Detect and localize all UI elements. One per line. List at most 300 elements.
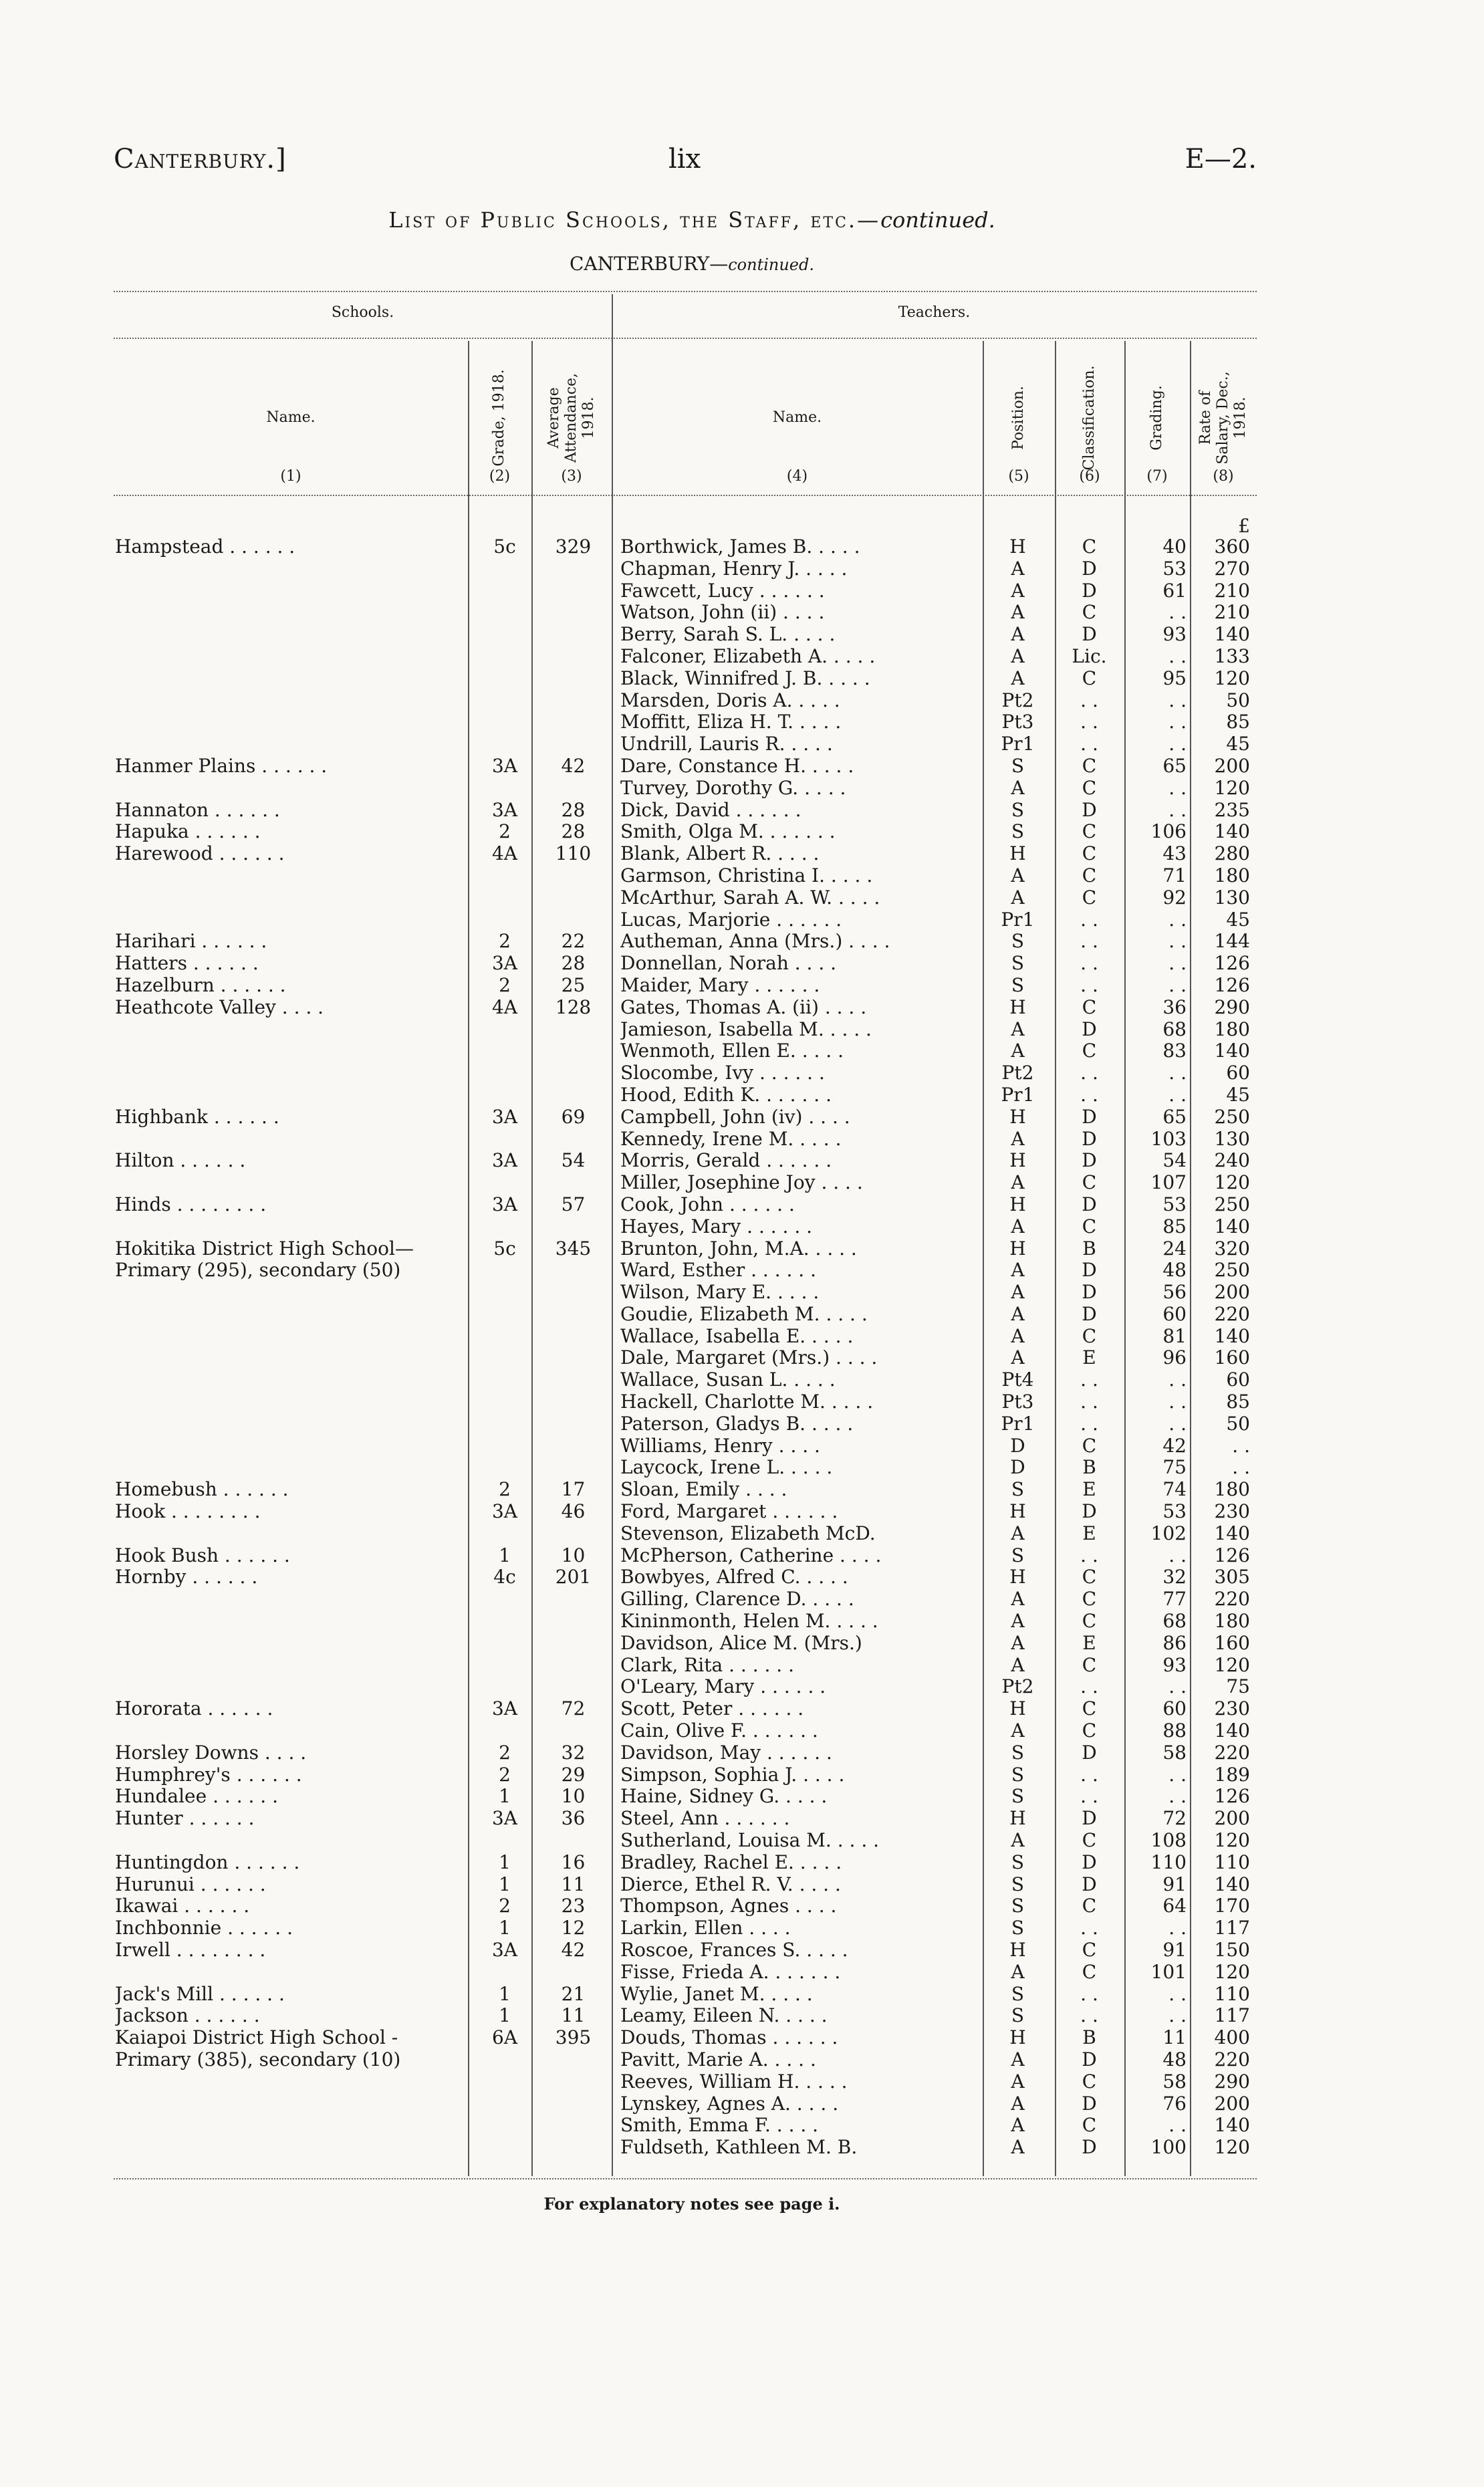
- attendance-cell: 28: [561, 952, 586, 975]
- attendance-header: Average Attendance, 1918.: [545, 372, 597, 463]
- table-row: [0, 887, 1384, 909]
- salary-cell: 117: [1214, 2004, 1250, 2027]
- salary-cell: 45: [1226, 733, 1250, 755]
- table-row: [0, 909, 1384, 931]
- teacher-name-cell: Berry, Sarah S. L. . . . .: [620, 624, 836, 646]
- teacher-name-cell: Dierce, Ethel R. V. . . . .: [620, 1873, 841, 1895]
- table-row: [0, 755, 1384, 778]
- grading-cell: 40: [1162, 536, 1187, 558]
- grading-cell: 43: [1162, 842, 1187, 865]
- grading-cell: 53: [1162, 1500, 1187, 1523]
- salary-cell: 140: [1214, 1215, 1250, 1237]
- salary-cell: 120: [1214, 2136, 1250, 2159]
- position-cell: A: [1011, 776, 1025, 799]
- teacher-name-cell: Undrill, Lauris R. . . . .: [620, 733, 833, 755]
- position-cell: H: [1009, 2026, 1026, 2049]
- school-name-cell: Primary (295), secondary (50): [115, 1260, 401, 1282]
- table-row: [0, 931, 1384, 953]
- school-name-cell: Heathcote Valley . . . .: [115, 996, 324, 1018]
- salary-cell: 240: [1214, 1149, 1250, 1172]
- table-row: [0, 1720, 1384, 1742]
- grade-cell: 3A: [491, 1697, 518, 1720]
- grading-cell: 76: [1162, 2092, 1187, 2115]
- table-row: [0, 1435, 1384, 1457]
- salary-cell: 45: [1226, 908, 1250, 931]
- table-row: [0, 2093, 1384, 2115]
- salary-cell: 140: [1214, 1040, 1250, 1062]
- teacher-name-cell: Gates, Thomas A. (ii) . . . .: [620, 996, 867, 1018]
- school-name-cell: Homebush . . . . . .: [115, 1479, 289, 1501]
- classification-cell: . .: [1080, 1544, 1098, 1566]
- teacher-name-cell: Larkin, Ellen . . . .: [620, 1917, 791, 1939]
- grading-cell: . .: [1168, 689, 1187, 711]
- colnum-6: (6): [1079, 468, 1100, 485]
- classification-cell: . .: [1080, 1982, 1098, 2005]
- attendance-cell: 128: [555, 995, 592, 1018]
- teacher-name-cell: Garmson, Christina I. . . . .: [620, 864, 873, 886]
- grading-cell: 101: [1150, 1960, 1187, 1983]
- position-cell: A: [1011, 601, 1025, 624]
- classification-cell: . .: [1080, 1062, 1098, 1084]
- salary-cell: 120: [1214, 776, 1250, 799]
- position-cell: H: [1009, 1566, 1026, 1588]
- staff-table-body: [0, 536, 1384, 2159]
- salary-cell: 230: [1214, 1697, 1250, 1720]
- grading-cell: 42: [1162, 1434, 1187, 1457]
- position-cell: S: [1011, 798, 1025, 821]
- grading-cell: 106: [1150, 820, 1187, 843]
- grading-cell: . .: [1168, 711, 1187, 733]
- table-row: [0, 1676, 1384, 1698]
- salary-cell: 120: [1214, 1829, 1250, 1852]
- teacher-name-cell: Thompson, Agnes . . . .: [620, 1895, 837, 1917]
- table-row: [0, 1588, 1384, 1611]
- school-name-cell: Hannaton . . . . . .: [115, 799, 280, 821]
- teacher-name-cell: Steel, Ann . . . . . .: [620, 1808, 790, 1830]
- classification-cell: . .: [1080, 1675, 1098, 1698]
- classification-cell: C: [1082, 1939, 1097, 1961]
- teacher-name-cell: Dare, Constance H. . . . .: [620, 755, 854, 777]
- position-cell: H: [1009, 1193, 1026, 1215]
- teacher-name-cell: Slocombe, Ivy . . . . . .: [620, 1062, 825, 1084]
- teacher-name-cell: Scott, Peter . . . . . .: [620, 1698, 804, 1720]
- teacher-name-cell: Stevenson, Elizabeth McD.: [620, 1522, 876, 1544]
- classification-cell: C: [1082, 1720, 1097, 1742]
- classification-cell: D: [1082, 557, 1097, 580]
- table-row: [0, 1457, 1384, 1479]
- school-name-cell: Hilton . . . . . .: [115, 1150, 246, 1172]
- grading-cell: 108: [1150, 1829, 1187, 1852]
- table-row: [0, 1347, 1384, 1369]
- teacher-name-cell: Smith, Emma F. . . . .: [620, 2115, 819, 2137]
- salary-cell: 200: [1214, 754, 1250, 777]
- position-cell: Pt3: [1001, 1391, 1034, 1413]
- classification-cell: E: [1082, 1522, 1096, 1544]
- classification-cell: C: [1082, 1434, 1097, 1457]
- grading-cell: 53: [1162, 1193, 1187, 1215]
- salary-cell: 400: [1214, 2026, 1250, 2049]
- grade-cell: 4A: [491, 842, 518, 865]
- salary-cell: 160: [1214, 1631, 1250, 1654]
- salary-cell: 290: [1214, 995, 1250, 1018]
- table-row: [0, 1874, 1384, 1896]
- salary-cell: 120: [1214, 1960, 1250, 1983]
- attendance-cell: 57: [561, 1193, 586, 1215]
- salary-cell: 60: [1226, 1062, 1250, 1084]
- grading-cell: 61: [1162, 579, 1187, 602]
- colnum-2: (2): [489, 468, 511, 485]
- salary-cell: 126: [1214, 973, 1250, 996]
- salary-cell: 360: [1214, 536, 1250, 558]
- table-row: [0, 1566, 1384, 1588]
- grading-cell: 77: [1162, 1588, 1187, 1611]
- teacher-name-header: Name.: [772, 409, 822, 426]
- grade-cell: 2: [499, 973, 511, 996]
- salary-cell: 160: [1214, 1346, 1250, 1369]
- teacher-name-cell: Douds, Thomas . . . . . .: [620, 2027, 838, 2049]
- grading-cell: . .: [1168, 1544, 1187, 1566]
- position-cell: S: [1011, 1478, 1025, 1501]
- school-name-cell: Jack's Mill . . . . . .: [115, 1983, 285, 2005]
- grading-cell: 95: [1162, 667, 1187, 689]
- classification-cell: C: [1082, 1895, 1097, 1917]
- classification-cell: . .: [1080, 1917, 1098, 1939]
- salary-cell: 220: [1214, 1302, 1250, 1325]
- grade-cell: 1: [499, 2004, 511, 2027]
- grading-cell: 68: [1162, 1610, 1187, 1633]
- teacher-name-cell: Davidson, May . . . . . .: [620, 1742, 832, 1764]
- position-cell: Pr1: [1001, 908, 1035, 931]
- classification-cell: . .: [1080, 908, 1098, 931]
- grading-cell: . .: [1168, 644, 1187, 667]
- classification-cell: C: [1082, 1829, 1097, 1852]
- position-cell: A: [1011, 864, 1025, 886]
- school-name-header: Name.: [266, 409, 316, 426]
- teacher-name-cell: Simpson, Sophia J. . . . .: [620, 1764, 845, 1786]
- table-row: [0, 646, 1384, 668]
- grading-cell: . .: [1168, 908, 1187, 931]
- school-name-cell: Horsley Downs . . . .: [115, 1742, 307, 1764]
- grading-cell: 102: [1150, 1522, 1187, 1544]
- grading-cell: . .: [1168, 1785, 1187, 1808]
- teacher-name-cell: Campbell, John (iv) . . . .: [620, 1106, 850, 1128]
- teacher-name-cell: Hackell, Charlotte M. . . . .: [620, 1391, 874, 1413]
- attendance-cell: 345: [555, 1237, 592, 1260]
- table-row: [0, 1304, 1384, 1326]
- colnum-5: (5): [1008, 468, 1029, 485]
- salary-cell: 110: [1214, 1851, 1250, 1873]
- salary-cell: 140: [1214, 1720, 1250, 1742]
- position-cell: A: [1011, 1720, 1025, 1742]
- teacher-name-cell: Clark, Rita . . . . . .: [620, 1654, 795, 1676]
- school-name-cell: Irwell . . . . . . . .: [115, 1939, 266, 1961]
- grading-cell: 85: [1162, 1215, 1187, 1237]
- grading-cell: 88: [1162, 1720, 1187, 1742]
- teacher-name-cell: Fuldseth, Kathleen M. B.: [620, 2137, 858, 2159]
- grade-cell: 2: [499, 930, 511, 953]
- table-row: [0, 778, 1384, 800]
- school-name-cell: Hampstead . . . . . .: [115, 536, 295, 558]
- position-cell: A: [1011, 2048, 1025, 2070]
- school-name-cell: Primary (385), secondary (10): [115, 2048, 401, 2070]
- attendance-cell: 72: [561, 1697, 586, 1720]
- grading-cell: 65: [1162, 754, 1187, 777]
- position-cell: A: [1011, 2114, 1025, 2137]
- table-row: [0, 1830, 1384, 1852]
- salary-cell: 180: [1214, 1018, 1250, 1040]
- table-row: [0, 1040, 1384, 1062]
- classification-cell: B: [1082, 1237, 1096, 1260]
- teacher-name-cell: McArthur, Sarah A. W. . . . .: [620, 886, 880, 909]
- teacher-name-cell: Wylie, Janet M. . . . .: [620, 1983, 813, 2005]
- grading-cell: . .: [1168, 1982, 1187, 2005]
- table-row: [0, 1260, 1384, 1282]
- classification-cell: D: [1082, 1127, 1097, 1150]
- teacher-name-cell: Dick, David . . . . . .: [620, 799, 801, 821]
- classification-cell: . .: [1080, 1412, 1098, 1435]
- classification-cell: C: [1082, 1610, 1097, 1633]
- table-top-rule: [114, 291, 1257, 292]
- school-name-cell: Huntingdon . . . . . .: [115, 1851, 300, 1873]
- table-row: [0, 2137, 1384, 2159]
- teacher-name-cell: Turvey, Dorothy G. . . . .: [620, 777, 846, 799]
- classification-cell: D: [1082, 623, 1097, 646]
- position-cell: A: [1011, 1040, 1025, 1062]
- grading-cell: 56: [1162, 1281, 1187, 1304]
- grading-header: Grading.: [1148, 385, 1165, 451]
- classification-cell: D: [1082, 1741, 1097, 1764]
- classification-cell: C: [1082, 667, 1097, 689]
- school-name-cell: Hokitika District High School—: [115, 1237, 414, 1260]
- teacher-name-cell: Ward, Esther . . . . . .: [620, 1260, 817, 1282]
- teacher-name-cell: McPherson, Catherine . . . .: [620, 1544, 882, 1566]
- position-cell: S: [1011, 952, 1025, 975]
- table-row: [0, 843, 1384, 865]
- position-cell: S: [1011, 820, 1025, 843]
- classification-cell: . .: [1080, 1083, 1098, 1106]
- attendance-cell: 69: [561, 1105, 586, 1128]
- classification-cell: B: [1082, 1456, 1096, 1479]
- grading-cell: 60: [1162, 1302, 1187, 1325]
- grading-cell: 48: [1162, 1259, 1187, 1282]
- teacher-name-cell: Wallace, Isabella E. . . . .: [620, 1325, 854, 1347]
- grade-cell: 3A: [491, 1939, 518, 1961]
- teacher-name-cell: Maider, Mary . . . . . .: [620, 974, 820, 996]
- grade-cell: 1: [499, 1917, 511, 1939]
- classification-cell: D: [1082, 1807, 1097, 1830]
- table-row: [0, 1194, 1384, 1216]
- classification-cell: D: [1082, 798, 1097, 821]
- attendance-cell: 11: [561, 2004, 586, 2027]
- teacher-name-cell: Chapman, Henry J. . . . .: [620, 558, 848, 580]
- school-name-cell: Hapuka . . . . . .: [115, 821, 261, 843]
- salary-cell: 250: [1214, 1259, 1250, 1282]
- classification-cell: D: [1082, 1018, 1097, 1040]
- grade-cell: 3A: [491, 952, 518, 975]
- attendance-cell: 42: [561, 754, 586, 777]
- grading-cell: 93: [1162, 623, 1187, 646]
- classification-cell: . .: [1080, 930, 1098, 953]
- salary-cell: 290: [1214, 2070, 1250, 2093]
- grading-cell: 65: [1162, 1105, 1187, 1128]
- grading-cell: 86: [1162, 1631, 1187, 1654]
- grading-cell: . .: [1168, 601, 1187, 624]
- school-name-cell: Hororata . . . . . .: [115, 1698, 273, 1720]
- position-cell: S: [1011, 1785, 1025, 1808]
- classification-cell: C: [1082, 2070, 1097, 2093]
- salary-cell: 140: [1214, 2114, 1250, 2137]
- table-row: [0, 624, 1384, 646]
- grading-cell: 68: [1162, 1018, 1187, 1040]
- position-cell: A: [1011, 1171, 1025, 1194]
- salary-cell: 180: [1214, 1478, 1250, 1501]
- teacher-name-cell: O'Leary, Mary . . . . . .: [620, 1676, 826, 1698]
- currency-symbol: £: [1238, 515, 1250, 537]
- classification-cell: C: [1082, 1653, 1097, 1676]
- page-title: List of Public Schools, the Staff, etc.—continued.: [388, 207, 995, 233]
- grading-cell: 71: [1162, 864, 1187, 886]
- position-cell: Pt3: [1001, 711, 1034, 733]
- table-row: [0, 1413, 1384, 1435]
- school-name-cell: Ikawai . . . . . .: [115, 1895, 250, 1917]
- grading-cell: 58: [1162, 1741, 1187, 1764]
- teacher-name-cell: Cain, Olive F. . . . . . .: [620, 1720, 818, 1742]
- salary-cell: 75: [1226, 1675, 1250, 1698]
- grading-cell: . .: [1168, 798, 1187, 821]
- school-name-cell: Humphrey's . . . . . .: [115, 1764, 302, 1786]
- position-cell: S: [1011, 1851, 1025, 1873]
- table-row: [0, 580, 1384, 602]
- colnum-8: (8): [1213, 468, 1234, 485]
- school-name-cell: Hundalee . . . . . .: [115, 1786, 279, 1808]
- salary-cell: 50: [1226, 1412, 1250, 1435]
- teacher-name-cell: Falconer, Elizabeth A. . . . .: [620, 645, 876, 667]
- grading-cell: 91: [1162, 1939, 1187, 1961]
- position-cell: A: [1011, 1653, 1025, 1676]
- classification-cell: D: [1082, 1873, 1097, 1895]
- position-cell: H: [1009, 1149, 1026, 1172]
- teacher-name-cell: Williams, Henry . . . .: [620, 1435, 820, 1457]
- salary-cell: 235: [1214, 798, 1250, 821]
- salary-cell: 200: [1214, 1281, 1250, 1304]
- salary-cell: 250: [1214, 1105, 1250, 1128]
- grading-cell: 64: [1162, 1895, 1187, 1917]
- table-row: [0, 1962, 1384, 1984]
- teacher-name-cell: Marsden, Doris A. . . . .: [620, 689, 840, 711]
- grading-cell: . .: [1168, 973, 1187, 996]
- table-row: [0, 1633, 1384, 1655]
- teacher-name-cell: Pavitt, Marie A. . . . .: [620, 2048, 816, 2070]
- teacher-name-cell: Wenmoth, Ellen E. . . . .: [620, 1040, 844, 1062]
- classification-cell: C: [1082, 754, 1097, 777]
- table-row: [0, 536, 1384, 558]
- teacher-name-cell: Davidson, Alice M. (Mrs.): [620, 1632, 862, 1654]
- teacher-name-cell: Fisse, Frieda A. . . . . . .: [620, 1961, 841, 1983]
- table-row: [0, 975, 1384, 997]
- classification-cell: C: [1082, 601, 1097, 624]
- teacher-name-cell: Blank, Albert R. . . . .: [620, 843, 820, 865]
- teacher-name-cell: Lynskey, Agnes A. . . . .: [620, 2093, 839, 2115]
- table-row: [0, 1808, 1384, 1830]
- table-row: [0, 1939, 1384, 1962]
- attendance-cell: 28: [561, 820, 586, 843]
- school-name-cell: Kaiapoi District High School -: [115, 2027, 398, 2049]
- school-name-cell: Hook . . . . . . . .: [115, 1501, 261, 1523]
- salary-cell: 85: [1226, 1391, 1250, 1413]
- teacher-name-cell: Bowbyes, Alfred C. . . . .: [620, 1566, 848, 1588]
- position-cell: Pr1: [1001, 1412, 1035, 1435]
- position-cell: A: [1011, 1259, 1025, 1282]
- grade-cell: 1: [499, 1982, 511, 2005]
- table-row: [0, 2115, 1384, 2137]
- teacher-name-cell: Smith, Olga M. . . . . . .: [620, 821, 836, 843]
- attendance-cell: 23: [561, 1895, 586, 1917]
- table-row: [0, 1611, 1384, 1633]
- position-cell: S: [1011, 973, 1025, 996]
- grade-cell: 1: [499, 1544, 511, 1566]
- table-row: [0, 1216, 1384, 1238]
- grading-cell: 96: [1162, 1346, 1187, 1369]
- table-row: [0, 1764, 1384, 1786]
- school-name-cell: Inchbonnie . . . . . .: [115, 1917, 293, 1939]
- classification-cell: . .: [1080, 2004, 1098, 2027]
- classification-cell: . .: [1080, 711, 1098, 733]
- table-row: [0, 1062, 1384, 1084]
- salary-cell: 250: [1214, 1193, 1250, 1215]
- position-cell: Pt2: [1001, 689, 1034, 711]
- salary-cell: 130: [1214, 886, 1250, 909]
- position-cell: D: [1010, 1456, 1025, 1479]
- teacher-name-cell: Miller, Josephine Joy . . . .: [620, 1172, 863, 1194]
- teacher-name-cell: Wilson, Mary E. . . . .: [620, 1282, 820, 1304]
- table-row: [0, 690, 1384, 712]
- page-number: lix: [668, 144, 701, 174]
- salary-cell: 117: [1214, 1917, 1250, 1939]
- grading-cell: 36: [1162, 995, 1187, 1018]
- classification-cell: . .: [1080, 1763, 1098, 1786]
- table-row: [0, 953, 1384, 975]
- table-row: [0, 1523, 1384, 1545]
- grading-cell: . .: [1168, 1083, 1187, 1106]
- classification-cell: C: [1082, 1960, 1097, 1983]
- position-cell: A: [1011, 1127, 1025, 1150]
- position-cell: A: [1011, 1829, 1025, 1852]
- grading-cell: 60: [1162, 1697, 1187, 1720]
- salary-cell: 220: [1214, 2048, 1250, 2070]
- salary-cell: 220: [1214, 1741, 1250, 1764]
- teacher-name-cell: Sutherland, Louisa M. . . . .: [620, 1830, 880, 1852]
- grading-cell: 75: [1162, 1456, 1187, 1479]
- classification-cell: C: [1082, 1215, 1097, 1237]
- salary-cell: 126: [1214, 1544, 1250, 1566]
- table-row: [0, 1282, 1384, 1304]
- table-row: [0, 1852, 1384, 1874]
- position-cell: A: [1011, 2092, 1025, 2115]
- table-row: [0, 1917, 1384, 1939]
- school-name-cell: Hornby . . . . . .: [115, 1566, 258, 1588]
- position-cell: H: [1009, 1697, 1026, 1720]
- salary-cell: . .: [1232, 1434, 1250, 1457]
- position-cell: A: [1011, 644, 1025, 667]
- grading-cell: 81: [1162, 1324, 1187, 1347]
- grade-cell: 4A: [491, 995, 518, 1018]
- position-cell: H: [1009, 536, 1026, 558]
- classification-cell: . .: [1080, 733, 1098, 755]
- grade-cell: 3A: [491, 1149, 518, 1172]
- table-bottom-rule: [114, 2178, 1257, 2179]
- salary-cell: 126: [1214, 952, 1250, 975]
- attendance-cell: 46: [561, 1500, 586, 1523]
